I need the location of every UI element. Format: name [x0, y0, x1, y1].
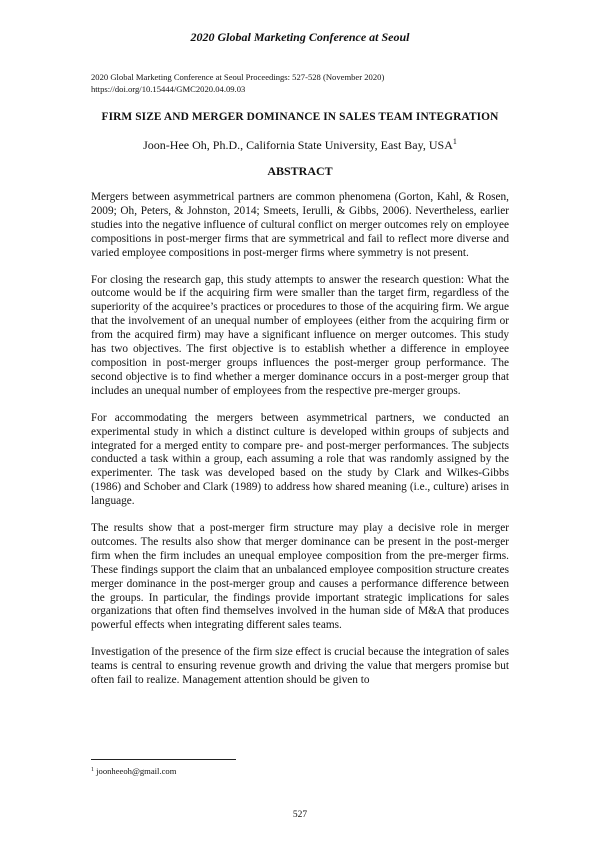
page-number: 527	[292, 810, 308, 820]
proceedings-line: 2020 Global Marketing Conference at Seoul Proceedings: 527-528 (November 2020)	[91, 72, 385, 82]
abstract-body	[91, 191, 509, 701]
abstract-paragraph-2: For closing the research gap, this study attempts to answer the research question: What the outcome would be if the acquiring firm were smaller than the target firm, regardless of the superiority of the acquiree’s practices or procedures to those of the acquiring firm. We argue that the involvement of an unequal number of employees (either from the acquiring firm or from the acquired firm) may have a significant influence on merger outcomes. This study has two objectives. The first objective is to establish whether a difference in employee composition in post-merger groups influences the post-merger group performance. The second objective is to find whether a merger dominance occurs in a post-merger group that includes an unequal number of employees from the respective pre-merger groups.	[91, 273, 509, 397]
abstract-paragraph-4: The results show that a post-merger firm structure may play a decisive role in merger outcomes. The results also show that merger dominance can be present in the post-merger firm when the firm includes an unequal employee composition from the pre-merger firms. These findings support the claim that an unbalanced employee composition structure creates merger dominance in the post-merger group and causes a performance difference between the groups. In particular, the findings provide important strategic implications for sales organizations that often find themselves involved in the human side of M&A that produces powerful effects when integrating different sales teams.	[91, 522, 509, 632]
footnote	[91, 766, 176, 776]
footnote-mark: 1	[91, 767, 94, 773]
author-line	[0, 137, 600, 153]
footnote-email: joonheeoh@gmail.com	[96, 766, 177, 776]
abstract-heading: ABSTRACT	[267, 164, 333, 178]
publication-meta	[91, 72, 511, 95]
footnote-divider	[91, 759, 236, 760]
author-footnote-mark: 1	[452, 137, 457, 146]
abstract-paragraph-3: For accommodating the mergers between asymmetrical partners, we conducted an experimental study in which a distinct culture is developed within groups of subjects and integrated for a merged entity to compare pre- and post-merger performances. The subjects conducted a task within a group, each assuming a role that was randomly assigned by the experimenter. The task was developed based on the study by Clark and Wilkes-Gibbs (1986) and Schober and Clark (1989) to address how shared meaning (i.e., culture) arises in language.	[91, 411, 509, 508]
abstract-paragraph-5: Investigation of the presence of the firm size effect is crucial because the integration of sales teams is central to ensuring revenue growth and driving the value that mergers promise but often fail to realize. Management attention should be given to	[91, 646, 509, 687]
doi-line: https://doi.org/10.15444/GMC2020.04.09.03	[91, 83, 246, 94]
abstract-paragraph-1: Mergers between asymmetrical partners are common phenomena (Gorton, Kahl, & Rosen, 2009; Oh, Peters, & Johnston, 2014; Smeets, Ierulli, & Gibbs, 2006). Nevertheless, earlier studies into the negative influence of cultural conflict on merger outcomes rely on employee compositions in post-merger firms that are symmetrical and fail to reflect more diverse and varied employee compositions in post-merger firms where symmetry is not present.	[91, 191, 509, 259]
author-affiliation: Joon-Hee Oh, Ph.D., California State University, East Bay, USA	[143, 138, 453, 152]
running-header: 2020 Global Marketing Conference at Seoul	[190, 30, 410, 44]
paper-title: FIRM SIZE AND MERGER DOMINANCE IN SALES TEAM INTEGRATION	[101, 111, 499, 123]
